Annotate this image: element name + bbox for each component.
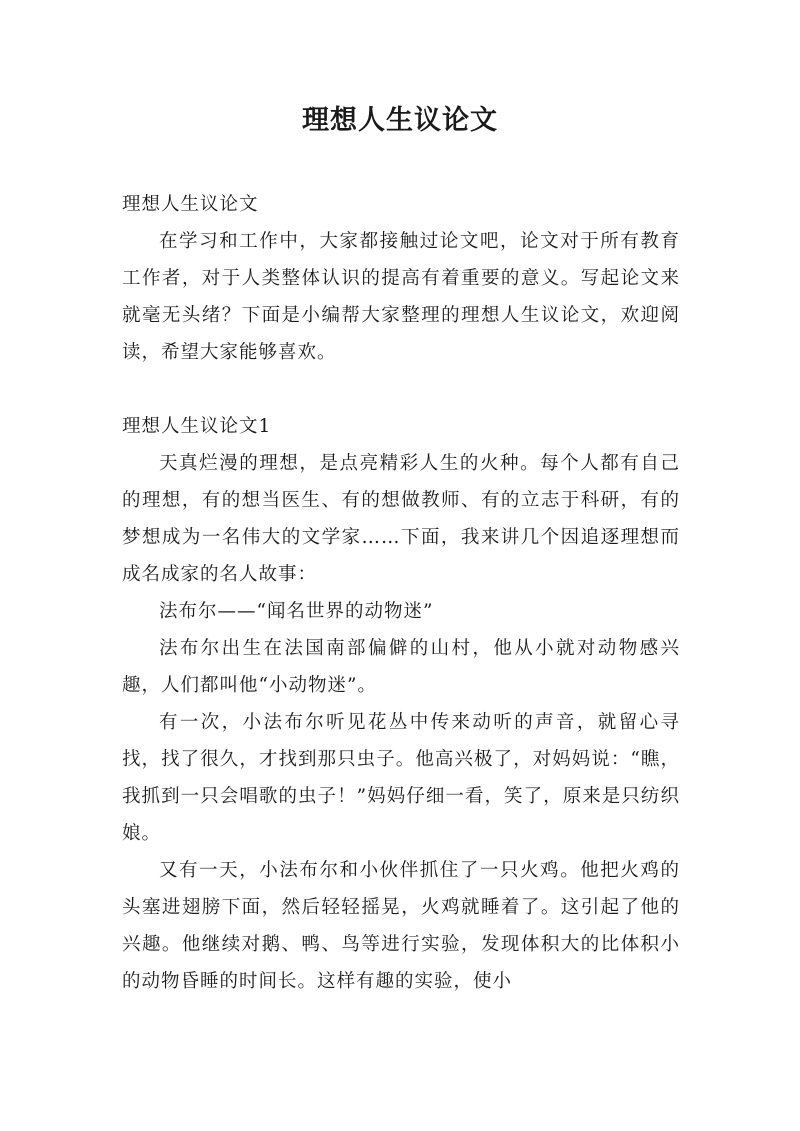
body-paragraph: 天真烂漫的理想，是点亮精彩人生的火种。每个人都有自己的理想，有的想当医生、有的想做教师、有的立志于科研，有的梦想成为一名伟大的文学家……下面，我来讲几个因追逐理想而成名成家的名人故事： <box>122 453 680 585</box>
section-heading: 理想人生议论文1 <box>122 416 272 437</box>
paragraph-spacer <box>122 371 680 408</box>
story-title: 法布尔——“闻名世界的动物迷” <box>159 601 434 622</box>
document-title: 理想人生议论文 <box>302 105 498 136</box>
body-paragraph: 又有一天，小法布尔和小伙伴抓住了一只火鸡。他把火鸡的头塞进翅膀下面，然后轻轻摇晃，火鸡就睡着了。这引起了他的兴趣。他继续对鹅、鸭、鸟等进行实验，发现体积大的比体积小的动物昏睡的时间长。这样有趣的实验，使小 <box>122 860 680 992</box>
body-paragraph: 有一次，小法布尔听见花丛中传来动听的声音，就留心寻找，找了很久，才找到那只虫子。他高兴极了，对妈妈说：“瞧，我抓到一只会唱歌的虫子！”妈妈仔细一看，笑了，原来是只纺织娘。 <box>122 712 680 844</box>
document-body <box>122 186 680 1000</box>
body-paragraph: 法布尔出生在法国南部偏僻的山村，他从小就对动物感兴趣，人们都叫他“小动物迷”。 <box>122 638 680 696</box>
intro-paragraph: 在学习和工作中，大家都接触过论文吧，论文对于所有教育工作者，对于人类整体认识的提高有着重要的意义。写起论文来就毫无头绪？下面是小编帮大家整理的理想人生议论文，欢迎阅读，希望大家能够喜欢。 <box>122 231 680 363</box>
intro-heading: 理想人生议论文 <box>122 194 259 215</box>
